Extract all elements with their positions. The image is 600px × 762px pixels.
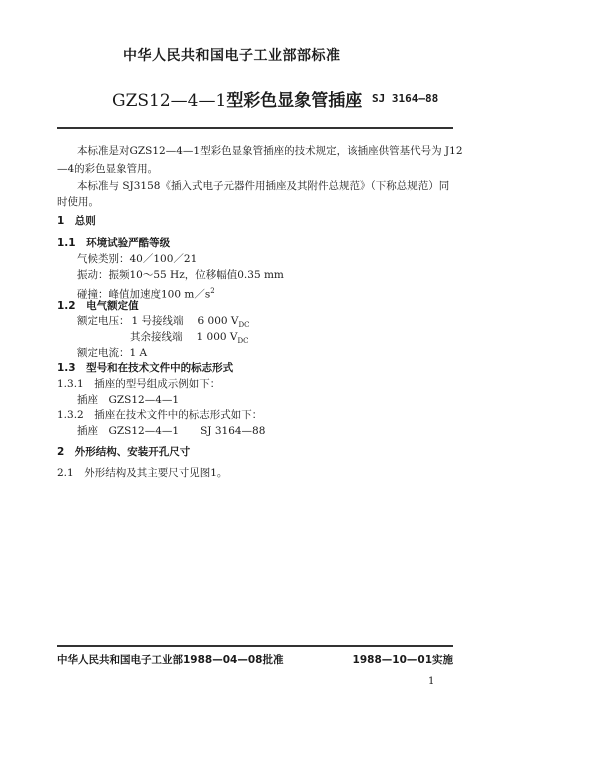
superscript: 2 [210, 287, 215, 295]
intro-text: 本标准与 SJ3158《插入式电子元器件用插座及其附件总规范》（下称总规范）同 [77, 180, 450, 192]
title-name: 型彩色显象管插座 [226, 91, 363, 111]
subsection-heading: 2.1 外形结构及其主要尺寸见图1。 [57, 467, 228, 479]
unit-subscript: DC [237, 337, 249, 346]
voltage-value: 1 000 V [196, 331, 238, 343]
intro-text: 时使用。 [57, 196, 99, 208]
subsection-heading: 1.3.1 插座的型号组成示例如下： [57, 378, 221, 390]
bump-text: 碰撞：峰值加速度100 m／s [77, 288, 211, 301]
body-text: 振动：振频10～55 Hz，位移幅值0.35 mm [77, 269, 284, 281]
unit-subscript: DC [238, 321, 250, 330]
body-text: 插座 GZS12—4—1 [77, 394, 180, 406]
intro-text: —4的彩色显象管用。 [57, 163, 159, 175]
standard-code: SJ 3164—88 [372, 92, 439, 105]
org-standard-header: 中华人民共和国电子工业部部标准 [123, 48, 341, 64]
effective-date: 1988—10—01实施 [352, 654, 453, 666]
approval-date: 中华人民共和国电子工业部1988—04—08批准 [57, 654, 284, 666]
page-number: 1 [428, 676, 435, 687]
section-heading: 1.1 环境试验严酷等级 [57, 237, 171, 249]
voltage-value: 6 000 V [197, 315, 239, 327]
section-heading: 1.2 电气额定值 [57, 300, 139, 312]
voltage-label: 额定电压： [77, 315, 130, 327]
document-title [112, 86, 362, 111]
bottom-rule [57, 645, 453, 647]
terminal-label: 其余接线端 [130, 331, 183, 343]
section-heading: 1.3 型号和在技术文件中的标志形式 [57, 362, 234, 374]
model-number: GZS12—4—1 [112, 91, 227, 111]
subsection-heading: 1.3.2 插座在技术文件中的标志形式如下： [57, 409, 263, 421]
body-text: 额定电流：1 A [77, 347, 148, 359]
section-heading: 2 外形结构、安装开孔尺寸 [57, 446, 191, 458]
intro-text: 本标准是对GZS12—4—1型彩色显象管插座的技术规定，该插座供管基代号为 J12 [77, 145, 463, 157]
body-text: 气候类别：40／100／21 [77, 253, 198, 265]
top-rule [57, 127, 453, 129]
section-heading: 1 总则 [57, 215, 96, 227]
voltage-row [130, 330, 248, 348]
terminal-label: 1 号接线端 [131, 315, 184, 327]
body-text: 插座 GZS12—4—1 SJ 3164—88 [77, 425, 266, 437]
